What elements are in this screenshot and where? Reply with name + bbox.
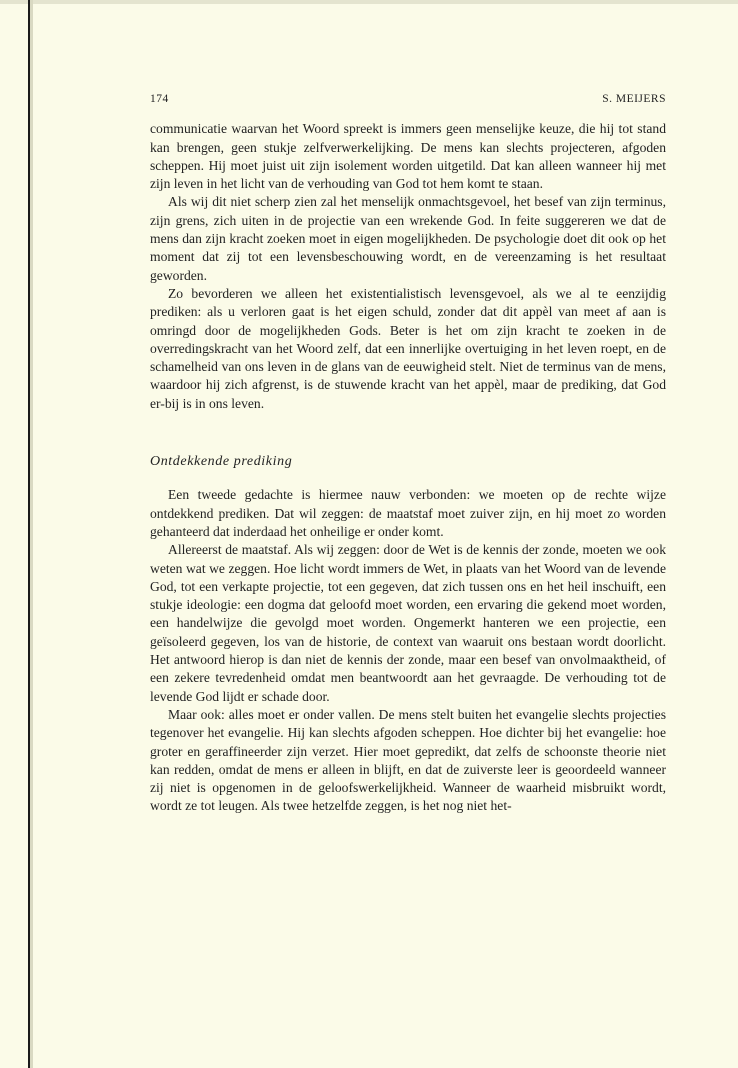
running-header xyxy=(150,90,666,108)
page-number: 174 xyxy=(150,93,169,105)
paragraph: Maar ook: alles moet er onder vallen. De mens stelt buiten het evangelie slechts projecties tegenover het evangelie. Hij kan slechts afgoden scheppen. Hoe dichter bij het evangelie: hoe groter en geraffineerder zijn verzet. Hier moet gepredikt, dat zelfs de schoonste theorie niet kan redden, omdat de mens er alleen in blijft, en dat de zuiverste leer is geoordeeld wanneer zij niet is opgenomen in de geloofswerkelijkheid. Wanneer de waarheid misbruikt wordt, wordt ze tot leugen. Als twee hetzelfde zeggen, is het nog niet het- xyxy=(150,706,666,814)
paragraph: Allereerst de maatstaf. Als wij zeggen: door de Wet is de kennis der zonde, moeten we ook weten wat we zeggen. Hoe licht wordt immers de Wet, in plaats van het Woord van de levende God, tot een verkapte projectie, tot een gegeven, dat zich tussen ons en het heil inschuift, een stukje ideologie: een dogma dat geloofd moet worden, een ervaring die gekend moet worden, een handelwijze die gevolgd moet worden. Ongemerkt hanteren we een projectie, een geïsoleerd gegeven, los van de historie, de context van waaruit ons bestaan wordt doorlicht. Het antwoord hierop is dan niet de kennis der zonde, maar een besef van onvolmaaktheid, of een zekere tevredenheid omdat men beantwoordt aan het gevraagde. De verhouding tot de levende God lijdt er schade door. xyxy=(150,542,666,704)
paragraph: communicatie waarvan het Woord spreekt is immers geen menselijke keuze, die hij tot stand kan brengen, geen stukje zelfverwerkelijking. De mens kan slechts projecteren, afgoden scheppen. Hij moet juist uit zijn isolement worden uitgetild. Dat kan alleen wanneer hij met zijn leven in het licht van de verhouding van God tot hem komt te staan. xyxy=(150,121,666,192)
page-content xyxy=(150,90,666,816)
page-binding-shadow xyxy=(30,0,33,1068)
paragraph: Een tweede gedachte is hiermee nauw verbonden: we moeten op de rechte wijze ontdekkend prediken. Dat wil zeggen: de maatstaf moet zuiver zijn, en hij moet zo worden gehanteerd dat inderdaad het onheilige er onder komt. xyxy=(150,487,666,539)
page-top-edge xyxy=(0,0,738,4)
running-head-author: S. MEIJERS xyxy=(602,93,666,105)
section-heading: Ontdekkende prediking xyxy=(150,454,293,470)
paragraph: Zo bevorderen we alleen het existentialistisch levensgevoel, als we al te eenzijdig prediken: als u verloren gaat is het eigen schuld, zonder dat dit appèl van meet af aan is omringd door de mogelijkheden Gods. Beter is het om zijn kracht te zoeken in de overredingskracht van het Woord zelf, dat een innerlijke overtuiging in het leven roept, en de schamelheid van ons leven in de glans van de eeuwigheid stelt. Niet de terminus van de mens, waardoor hij zich afgrenst, is de stuwende kracht van het appèl, maar de prediking, dat God er-bij is in ons leven. xyxy=(150,285,666,411)
paragraph: Als wij dit niet scherp zien zal het menselijk onmachtsgevoel, het besef van zijn terminus, zijn grens, zich uiten in de projectie van een wrekende God. In feite suggereren we dat de mens dan zijn kracht zoeken moet in eigen mogelijkheden. De psychologie doet dit ook op het moment dat zij tot een levensbeschouwing wordt, en de vereenzaming is het resultaat geworden. xyxy=(150,194,666,283)
